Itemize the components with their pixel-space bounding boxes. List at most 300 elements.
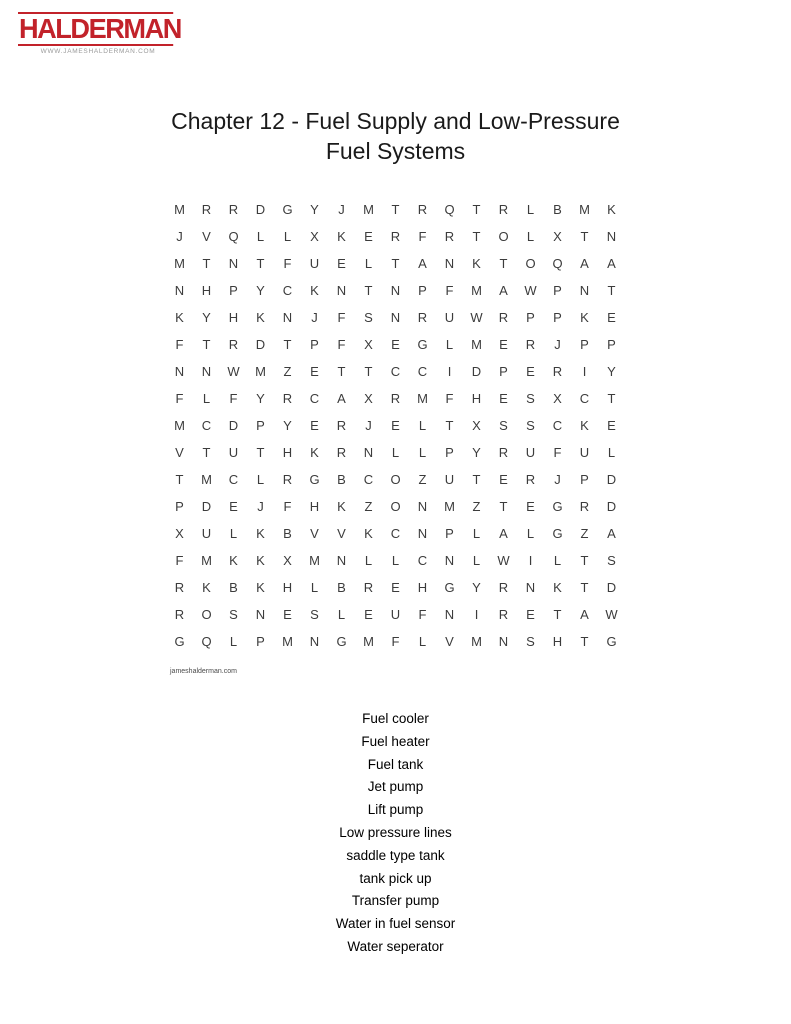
grid-letter: T — [607, 391, 616, 406]
grid-letter: S — [364, 310, 373, 325]
grid-letter: A — [580, 256, 589, 271]
grid-row — [166, 520, 625, 547]
grid-letter: D — [606, 499, 617, 514]
grid-letter: D — [201, 499, 212, 514]
grid-letter: T — [472, 472, 481, 487]
grid-letter: V — [202, 229, 211, 244]
grid-letter: E — [391, 580, 400, 595]
grid-letter: M — [201, 472, 212, 487]
grid-letter: M — [444, 499, 455, 514]
grid-letter: H — [552, 634, 563, 649]
grid-letter: N — [228, 256, 239, 271]
grid-letter: B — [283, 526, 292, 541]
grid-letter: C — [417, 364, 428, 379]
grid-letter: R — [498, 445, 509, 460]
grid-row — [166, 547, 625, 574]
grid-letter: N — [174, 364, 185, 379]
grid-letter: O — [390, 499, 401, 514]
grid-letter: S — [229, 607, 238, 622]
grid-letter: E — [391, 418, 400, 433]
grid-letter: K — [175, 310, 184, 325]
grid-letter: T — [499, 499, 508, 514]
grid-letter: Y — [472, 445, 481, 460]
grid-letter: E — [607, 310, 616, 325]
grid-letter: T — [175, 472, 184, 487]
grid-letter: U — [579, 445, 590, 460]
grid-letter: Y — [472, 580, 481, 595]
grid-letter: T — [337, 364, 346, 379]
grid-row — [166, 412, 625, 439]
grid-letter: F — [229, 391, 238, 406]
grid-letter: V — [175, 445, 184, 460]
grid-letter: P — [229, 283, 238, 298]
grid-letter: Q — [201, 634, 212, 649]
grid-letter: M — [471, 283, 482, 298]
grid-letter: A — [607, 526, 616, 541]
grid-letter: M — [471, 634, 482, 649]
grid-letter: S — [607, 553, 616, 568]
grid-letter: G — [336, 634, 347, 649]
grid-letter: T — [391, 202, 400, 217]
grid-letter: A — [418, 256, 427, 271]
grid-letter: M — [579, 202, 590, 217]
grid-letter: B — [337, 472, 346, 487]
grid-letter: D — [228, 418, 239, 433]
grid-letter: N — [444, 553, 455, 568]
word-list-item: Transfer pump — [351, 893, 440, 909]
grid-letter: H — [228, 310, 239, 325]
grid-letter: D — [255, 337, 266, 352]
grid-letter: F — [337, 337, 346, 352]
grid-letter: T — [553, 607, 562, 622]
grid-letter: J — [554, 337, 561, 352]
grid-letter: T — [364, 364, 373, 379]
grid-letter: L — [418, 418, 427, 433]
grid-letter: J — [365, 418, 372, 433]
grid-letter: A — [499, 283, 508, 298]
grid-row — [166, 358, 625, 385]
grid-letter: K — [337, 229, 346, 244]
grid-letter: P — [553, 283, 562, 298]
grid-letter: Y — [607, 364, 616, 379]
grid-letter: R — [390, 229, 401, 244]
grid-letter: R — [417, 310, 428, 325]
grid-letter: M — [309, 553, 320, 568]
grid-letter: Y — [310, 202, 319, 217]
grid-letter: Z — [580, 526, 589, 541]
grid-letter: I — [447, 364, 452, 379]
grid-letter: C — [309, 391, 320, 406]
grid-letter: G — [552, 499, 563, 514]
word-list-item: Fuel cooler — [362, 711, 429, 726]
grid-letter: F — [553, 445, 562, 460]
grid-letter: U — [444, 472, 455, 487]
grid-letter: K — [472, 256, 481, 271]
grid-letter: L — [229, 634, 238, 649]
grid-letter: T — [256, 256, 265, 271]
grid-row — [166, 331, 625, 358]
grid-letter: I — [528, 553, 533, 568]
grid-letter: K — [310, 445, 319, 460]
grid-letter: X — [472, 418, 481, 433]
grid-letter: G — [444, 580, 455, 595]
grid-letter: Z — [472, 499, 481, 514]
grid-letter: K — [310, 283, 319, 298]
grid-letter: V — [310, 526, 319, 541]
grid-letter: J — [554, 472, 561, 487]
grid-letter: T — [445, 418, 454, 433]
grid-letter: P — [310, 337, 319, 352]
grid-letter: P — [256, 634, 265, 649]
grid-letter: M — [471, 337, 482, 352]
word-search-grid — [166, 196, 625, 655]
grid-letter: C — [390, 364, 401, 379]
grid-letter: E — [526, 499, 535, 514]
grid-letter: W — [605, 607, 618, 622]
grid-letter: A — [337, 391, 346, 406]
grid-letter: C — [552, 418, 563, 433]
grid-letter: K — [256, 580, 265, 595]
grid-letter: E — [499, 337, 508, 352]
grid-letter: Q — [552, 256, 563, 271]
grid-letter: H — [471, 391, 482, 406]
grid-letter: X — [553, 229, 562, 244]
grid-letter: C — [282, 283, 293, 298]
grid-letter: L — [229, 526, 238, 541]
grid-letter: C — [363, 472, 374, 487]
grid-letter: T — [202, 256, 211, 271]
grid-letter: D — [606, 580, 617, 595]
grid-letter: S — [310, 607, 319, 622]
grid-letter: T — [283, 337, 292, 352]
grid-letter: N — [606, 229, 617, 244]
word-list-item: Fuel tank — [367, 756, 424, 772]
grid-letter: Y — [202, 310, 211, 325]
grid-letter: T — [472, 202, 481, 217]
grid-letter: P — [445, 526, 454, 541]
grid-letter: N — [282, 310, 293, 325]
grid-letter: Q — [444, 202, 455, 217]
grid-letter: L — [607, 445, 616, 460]
grid-letter: T — [202, 445, 211, 460]
grid-letter: F — [337, 310, 346, 325]
grid-letter: H — [282, 445, 293, 460]
grid-letter: A — [607, 256, 616, 271]
word-list-item: Fuel heater — [361, 733, 430, 749]
word-list — [0, 708, 791, 959]
grid-letter: F — [445, 283, 454, 298]
grid-letter: X — [364, 391, 373, 406]
grid-letter: F — [445, 391, 454, 406]
word-list-item: Jet pump — [367, 779, 424, 795]
grid-letter: P — [580, 472, 589, 487]
grid-letter: O — [201, 607, 212, 622]
grid-letter: K — [202, 580, 211, 595]
grid-letter: K — [607, 202, 616, 217]
grid-letter: O — [498, 229, 509, 244]
grid-letter: E — [310, 364, 319, 379]
grid-letter: P — [526, 310, 535, 325]
grid-letter: L — [526, 526, 535, 541]
grid-letter: K — [364, 526, 373, 541]
grid-letter: C — [390, 526, 401, 541]
grid-letter: H — [309, 499, 320, 514]
grid-letter: V — [337, 526, 346, 541]
grid-letter: N — [444, 607, 455, 622]
grid-letter: R — [498, 607, 509, 622]
grid-letter: M — [174, 256, 185, 271]
grid-letter: I — [474, 607, 479, 622]
grid-letter: P — [580, 337, 589, 352]
grid-letter: L — [445, 337, 454, 352]
grid-letter: N — [579, 283, 590, 298]
grid-letter: R — [498, 202, 509, 217]
halderman-logo — [18, 12, 181, 56]
grid-letter: O — [525, 256, 536, 271]
grid-letter: G — [552, 526, 563, 541]
grid-row — [166, 466, 625, 493]
grid-letter: L — [337, 607, 346, 622]
grid-letter: G — [282, 202, 293, 217]
grid-letter: N — [255, 607, 266, 622]
grid-letter: H — [201, 283, 212, 298]
grid-row — [166, 277, 625, 304]
grid-letter: R — [579, 499, 590, 514]
grid-letter: X — [175, 526, 184, 541]
grid-letter: T — [499, 256, 508, 271]
grid-row — [166, 439, 625, 466]
grid-letter: U — [444, 310, 455, 325]
grid-letter: R — [228, 202, 239, 217]
grid-letter: M — [174, 418, 185, 433]
grid-letter: N — [525, 580, 536, 595]
grid-letter: P — [607, 337, 616, 352]
grid-letter: F — [391, 634, 400, 649]
grid-letter: S — [526, 418, 535, 433]
grid-letter: F — [418, 607, 427, 622]
grid-letter: M — [363, 634, 374, 649]
grid-letter: W — [497, 553, 510, 568]
grid-letter: N — [417, 526, 428, 541]
grid-letter: T — [607, 283, 616, 298]
grid-letter: L — [472, 526, 481, 541]
page-title — [0, 106, 791, 166]
page-title-line1: Chapter 12 - Fuel Supply and Low-Pressure — [171, 108, 620, 134]
grid-letter: C — [579, 391, 590, 406]
grid-letter: R — [363, 580, 374, 595]
grid-letter: I — [582, 364, 587, 379]
grid-letter: E — [499, 472, 508, 487]
grid-letter: M — [417, 391, 428, 406]
grid-letter: F — [283, 256, 292, 271]
grid-letter: B — [337, 580, 346, 595]
grid-letter: E — [526, 607, 535, 622]
grid-letter: X — [310, 229, 319, 244]
grid-letter: G — [417, 337, 428, 352]
grid-letter: F — [175, 553, 184, 568]
grid-letter: M — [201, 553, 212, 568]
grid-letter: T — [391, 256, 400, 271]
grid-letter: N — [363, 445, 374, 460]
grid-letter: C — [201, 418, 212, 433]
grid-letter: N — [444, 256, 455, 271]
grid-letter: M — [282, 634, 293, 649]
grid-letter: O — [390, 472, 401, 487]
grid-row — [166, 574, 625, 601]
grid-letter: R — [282, 391, 293, 406]
grid-letter: R — [201, 202, 212, 217]
grid-letter: J — [338, 202, 345, 217]
grid-letter: R — [390, 391, 401, 406]
grid-letter: N — [174, 283, 185, 298]
grid-letter: P — [553, 310, 562, 325]
grid-letter: L — [391, 553, 400, 568]
grid-letter: R — [228, 337, 239, 352]
page-title-line2: Fuel Systems — [325, 138, 466, 164]
logo-website-url: WWW.JAMESHALDERMAN.COM — [40, 48, 156, 56]
grid-letter: J — [176, 229, 183, 244]
grid-letter: X — [283, 553, 292, 568]
grid-letter: A — [580, 607, 589, 622]
grid-letter: R — [336, 418, 347, 433]
grid-letter: F — [175, 337, 184, 352]
grid-letter: E — [283, 607, 292, 622]
grid-letter: F — [418, 229, 427, 244]
grid-letter: V — [445, 634, 454, 649]
grid-letter: L — [418, 445, 427, 460]
grid-letter: K — [256, 310, 265, 325]
grid-letter: X — [364, 337, 373, 352]
grid-watermark: jameshalderman.com — [170, 668, 237, 675]
grid-letter: R — [552, 364, 563, 379]
grid-row — [166, 385, 625, 412]
grid-letter: T — [580, 580, 589, 595]
grid-row — [166, 250, 625, 277]
grid-letter: J — [311, 310, 318, 325]
grid-letter: L — [283, 229, 292, 244]
grid-letter: L — [526, 202, 535, 217]
grid-letter: D — [606, 472, 617, 487]
grid-letter: M — [363, 202, 374, 217]
grid-letter: F — [175, 391, 184, 406]
grid-letter: E — [391, 337, 400, 352]
grid-letter: T — [256, 445, 265, 460]
grid-letter: K — [337, 499, 346, 514]
grid-letter: Y — [256, 391, 265, 406]
grid-letter: L — [202, 391, 211, 406]
grid-letter: K — [580, 418, 589, 433]
grid-letter: N — [498, 634, 509, 649]
grid-letter: E — [364, 229, 373, 244]
grid-letter: R — [336, 445, 347, 460]
grid-letter: T — [364, 283, 373, 298]
grid-letter: L — [391, 445, 400, 460]
grid-letter: U — [201, 526, 212, 541]
grid-row — [166, 601, 625, 628]
grid-letter: Z — [418, 472, 427, 487]
grid-letter: R — [174, 580, 185, 595]
grid-letter: R — [525, 472, 536, 487]
grid-letter: Y — [256, 283, 265, 298]
grid-letter: W — [227, 364, 240, 379]
grid-letter: E — [229, 499, 238, 514]
grid-letter: L — [526, 229, 535, 244]
grid-letter: Z — [283, 364, 292, 379]
grid-letter: R — [498, 580, 509, 595]
grid-letter: T — [472, 229, 481, 244]
grid-letter: R — [282, 472, 293, 487]
grid-letter: R — [174, 607, 185, 622]
word-list-item: tank pick up — [359, 870, 432, 886]
grid-letter: N — [336, 283, 347, 298]
grid-letter: W — [524, 283, 537, 298]
logo-text: HALDERMAN — [18, 12, 173, 46]
grid-letter: G — [606, 634, 617, 649]
grid-letter: R — [444, 229, 455, 244]
grid-letter: R — [525, 337, 536, 352]
grid-letter: L — [256, 472, 265, 487]
grid-letter: F — [283, 499, 292, 514]
grid-letter: A — [499, 526, 508, 541]
grid-letter: D — [255, 202, 266, 217]
grid-letter: N — [309, 634, 320, 649]
grid-letter: K — [553, 580, 562, 595]
grid-letter: T — [580, 553, 589, 568]
grid-letter: K — [256, 553, 265, 568]
grid-letter: G — [174, 634, 185, 649]
grid-letter: J — [257, 499, 264, 514]
grid-letter: L — [553, 553, 562, 568]
grid-row — [166, 304, 625, 331]
grid-letter: K — [256, 526, 265, 541]
word-list-item: Lift pump — [367, 802, 424, 818]
grid-letter: L — [364, 553, 373, 568]
grid-letter: R — [417, 202, 428, 217]
grid-letter: P — [256, 418, 265, 433]
grid-letter: S — [526, 391, 535, 406]
grid-row — [166, 196, 625, 223]
word-list-item: Low pressure lines — [339, 824, 452, 840]
grid-letter: N — [390, 283, 401, 298]
grid-row — [166, 223, 625, 250]
grid-letter: E — [499, 391, 508, 406]
grid-letter: P — [445, 445, 454, 460]
word-list-item: Water seperator — [347, 938, 444, 954]
grid-letter: D — [471, 364, 482, 379]
grid-letter: L — [418, 634, 427, 649]
grid-letter: C — [417, 553, 428, 568]
grid-letter: L — [472, 553, 481, 568]
grid-letter: B — [229, 580, 238, 595]
grid-row — [166, 493, 625, 520]
grid-letter: X — [553, 391, 562, 406]
grid-letter: M — [174, 202, 185, 217]
grid-letter: U — [390, 607, 401, 622]
grid-letter: Y — [283, 418, 292, 433]
grid-letter: S — [499, 418, 508, 433]
grid-letter: E — [607, 418, 616, 433]
grid-letter: N — [336, 553, 347, 568]
grid-letter: T — [202, 337, 211, 352]
grid-letter: E — [364, 607, 373, 622]
grid-letter: T — [580, 634, 589, 649]
grid-letter: P — [499, 364, 508, 379]
grid-letter: M — [255, 364, 266, 379]
grid-letter: E — [526, 364, 535, 379]
grid-letter: E — [337, 256, 346, 271]
grid-letter: C — [228, 472, 239, 487]
grid-letter: K — [229, 553, 238, 568]
